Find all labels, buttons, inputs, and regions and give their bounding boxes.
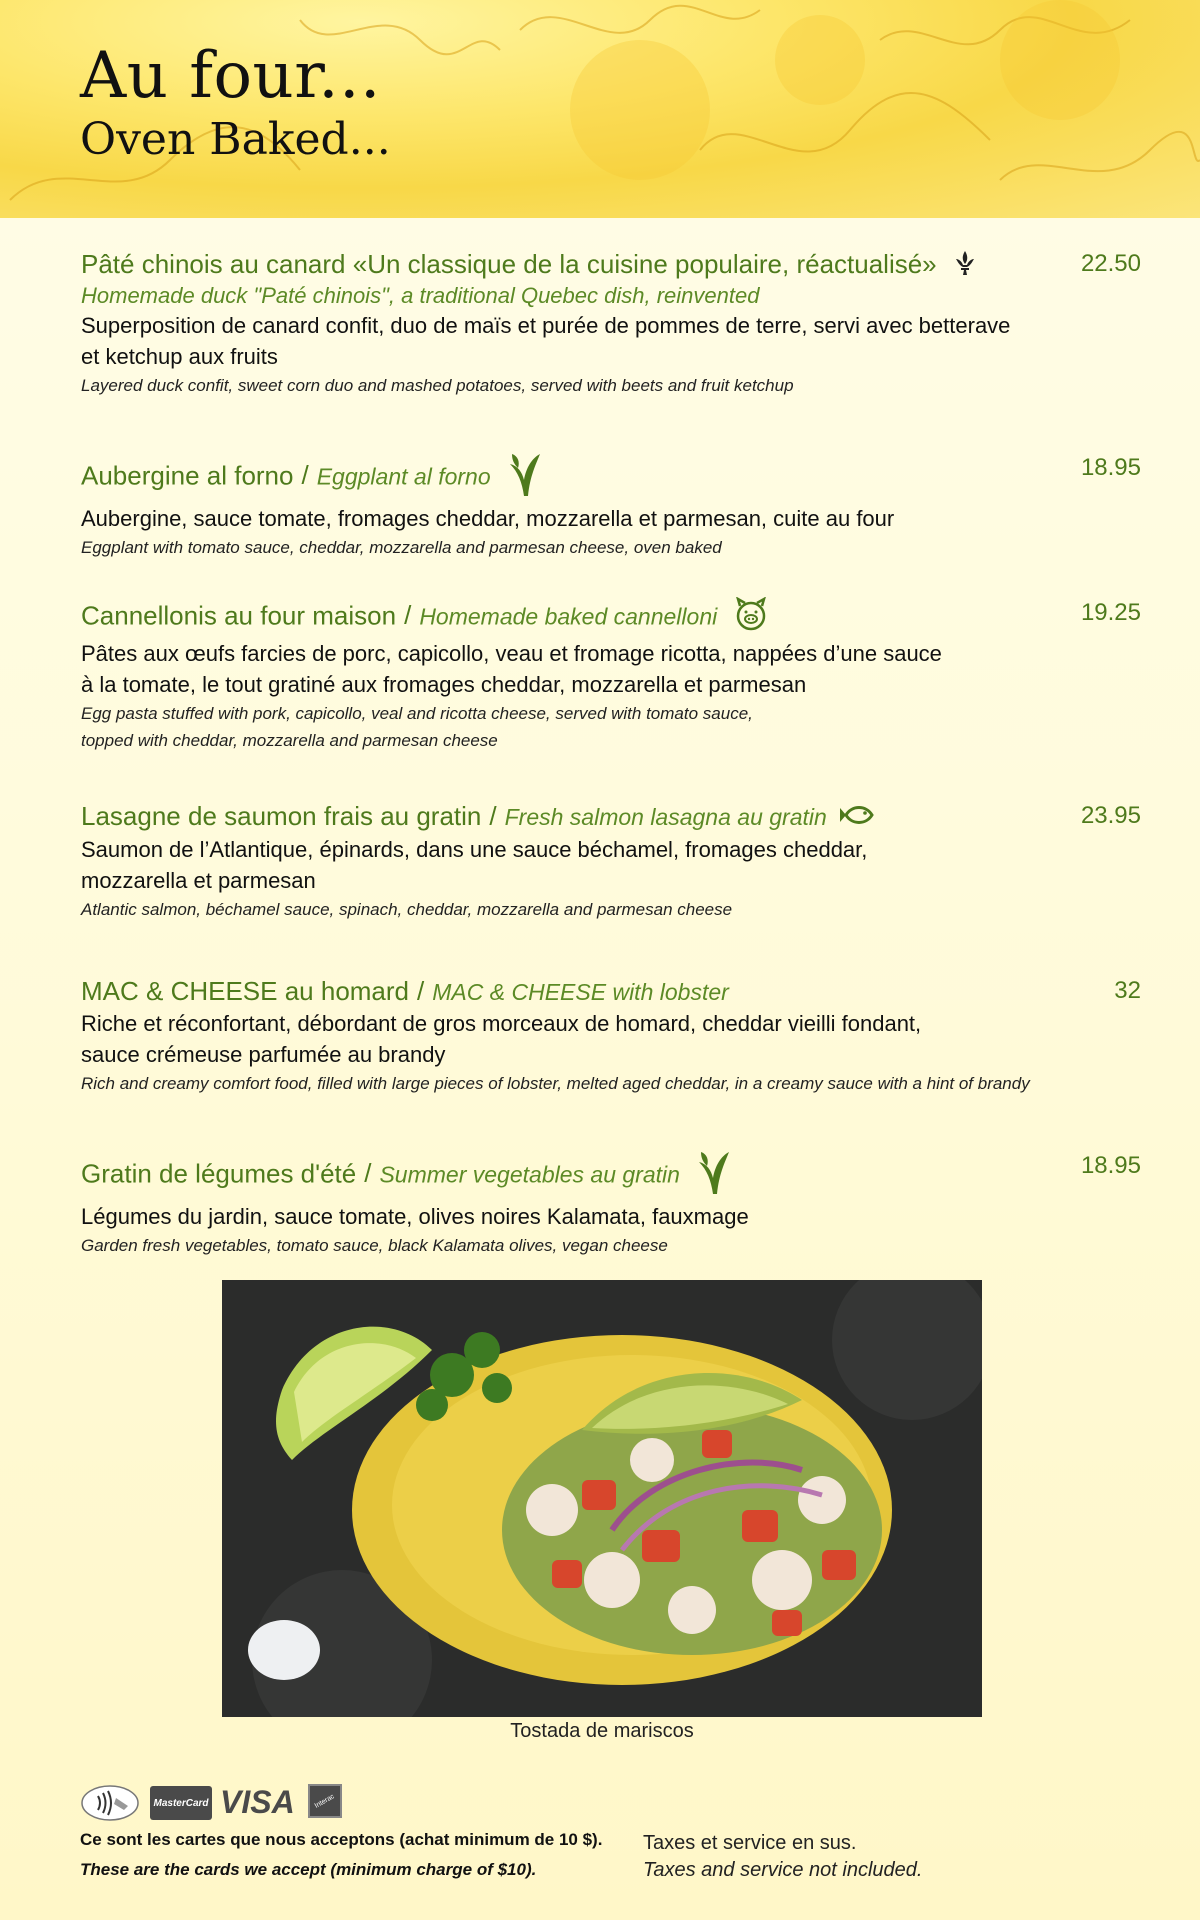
fleur-de-lis-icon bbox=[954, 250, 976, 282]
item-price: 23.95 bbox=[1080, 802, 1141, 829]
vegetarian-sprout-icon bbox=[508, 452, 542, 503]
item-desc-fr: mozzarella et parmesan bbox=[81, 868, 316, 894]
item-desc-en: topped with cheddar, mozzarella and parmesan cheese bbox=[81, 731, 498, 750]
item-desc-en: Eggplant with tomato sauce, cheddar, mozzarella and parmesan cheese, oven baked bbox=[81, 538, 722, 557]
item-name-en: Eggplant al forno bbox=[316, 463, 491, 490]
item-name-en: Summer vegetables au gratin bbox=[379, 1161, 680, 1188]
menu-item bbox=[81, 452, 1141, 561]
item-name-fr: Gratin de légumes d'été bbox=[81, 1158, 357, 1189]
item-desc-en: Egg pasta stuffed with pork, capicollo, veal and ricotta cheese, served with tomato sauce, bbox=[81, 704, 753, 723]
separator: / bbox=[301, 460, 309, 491]
item-price: 18.95 bbox=[1080, 454, 1141, 481]
page-header bbox=[0, 0, 1200, 218]
item-price: 19.25 bbox=[1080, 599, 1141, 626]
page-subtitle: Oven Baked... bbox=[80, 114, 391, 165]
item-name-fr: Lasagne de saumon frais au gratin bbox=[81, 801, 482, 831]
mastercard-label: MasterCard bbox=[153, 1797, 209, 1809]
vegetarian-sprout-icon bbox=[697, 1150, 731, 1201]
contactless-icon bbox=[80, 1784, 140, 1827]
separator: / bbox=[417, 976, 425, 1006]
item-price: 18.95 bbox=[1080, 1152, 1141, 1179]
item-name-fr: MAC & CHEESE au homard bbox=[81, 976, 410, 1006]
fish-icon bbox=[838, 802, 876, 834]
item-desc-fr: Légumes du jardin, sauce tomate, olives noires Kalamata, fauxmage bbox=[81, 1204, 749, 1229]
menu-item bbox=[81, 597, 1141, 754]
item-desc-en: Garden fresh vegetables, tomato sauce, black Kalamata olives, vegan cheese bbox=[81, 1236, 668, 1255]
interac-logo bbox=[308, 1784, 342, 1818]
visa-logo: VISA bbox=[220, 1784, 295, 1820]
tax-note-fr: Taxes et service en sus. bbox=[643, 1832, 857, 1854]
item-price: 32 bbox=[1114, 977, 1141, 1004]
item-desc-fr: Aubergine, sauce tomate, fromages cheddar, mozzarella et parmesan, cuite au four bbox=[81, 506, 895, 531]
item-name-en: MAC & CHEESE with lobster bbox=[432, 979, 729, 1005]
menu-item bbox=[81, 975, 1141, 1097]
item-price: 22.50 bbox=[1080, 250, 1141, 277]
separator: / bbox=[489, 801, 497, 831]
menu-item bbox=[81, 1150, 1141, 1259]
separator: / bbox=[364, 1158, 372, 1189]
cards-note-fr: Ce sont les cartes que nous acceptons (achat minimum de 10 $). bbox=[80, 1830, 603, 1849]
mastercard-logo bbox=[150, 1786, 212, 1820]
interac-label: Interac bbox=[313, 1792, 337, 1810]
page-title: Au four... bbox=[80, 39, 381, 113]
menu-item bbox=[81, 248, 1141, 399]
item-desc-en: Rich and creamy comfort food, filled with large pieces of lobster, melted aged cheddar, in a creamy sauce with a hint of brandy bbox=[81, 1074, 1030, 1093]
item-desc-fr: Riche et réconfortant, débordant de gros morceaux de homard, cheddar vieilli fondant, bbox=[81, 1011, 922, 1036]
item-name-fr: Cannellonis au four maison bbox=[81, 600, 397, 631]
item-desc-fr: Pâtes aux œufs farcies de porc, capicollo, veau et fromage ricotta, nappées d’une sauce bbox=[81, 641, 942, 666]
item-desc-en: Layered duck confit, sweet corn duo and mashed potatoes, served with beets and fruit ketchup bbox=[81, 376, 794, 396]
item-subtitle-en: Homemade duck "Paté chinois", a traditional Quebec dish, reinvented bbox=[81, 283, 760, 309]
menu-item bbox=[81, 800, 1141, 923]
item-desc-fr: sauce crémeuse parfumée au brandy bbox=[81, 1042, 446, 1067]
item-name-fr: Aubergine al forno bbox=[81, 460, 294, 491]
item-desc-fr: Saumon de l’Atlantique, épinards, dans une sauce béchamel, fromages cheddar, bbox=[81, 837, 868, 863]
photo-caption: Tostada de mariscos bbox=[510, 1720, 694, 1742]
tax-note-en: Taxes and service not included. bbox=[643, 1859, 923, 1881]
item-desc-fr: à la tomate, le tout gratiné aux fromages cheddar, mozzarella et parmesan bbox=[81, 672, 807, 697]
item-name-fr: Pâté chinois au canard «Un classique de la cuisine populaire, réactualisé» bbox=[81, 249, 937, 279]
item-desc-en: Atlantic salmon, béchamel sauce, spinach, cheddar, mozzarella and parmesan cheese bbox=[81, 900, 733, 920]
item-desc-fr: et ketchup aux fruits bbox=[81, 344, 278, 370]
pork-pig-icon bbox=[734, 597, 768, 638]
item-name-en: Fresh salmon lasagna au gratin bbox=[504, 804, 827, 830]
food-photo bbox=[222, 1280, 982, 1717]
item-name-en: Homemade baked cannelloni bbox=[419, 603, 718, 630]
item-desc-fr: Superposition de canard confit, duo de maïs et purée de pommes de terre, servi avec betterave bbox=[81, 313, 1011, 339]
separator: / bbox=[404, 600, 412, 631]
cards-note-en: These are the cards we accept (minimum charge of $10). bbox=[80, 1860, 537, 1879]
